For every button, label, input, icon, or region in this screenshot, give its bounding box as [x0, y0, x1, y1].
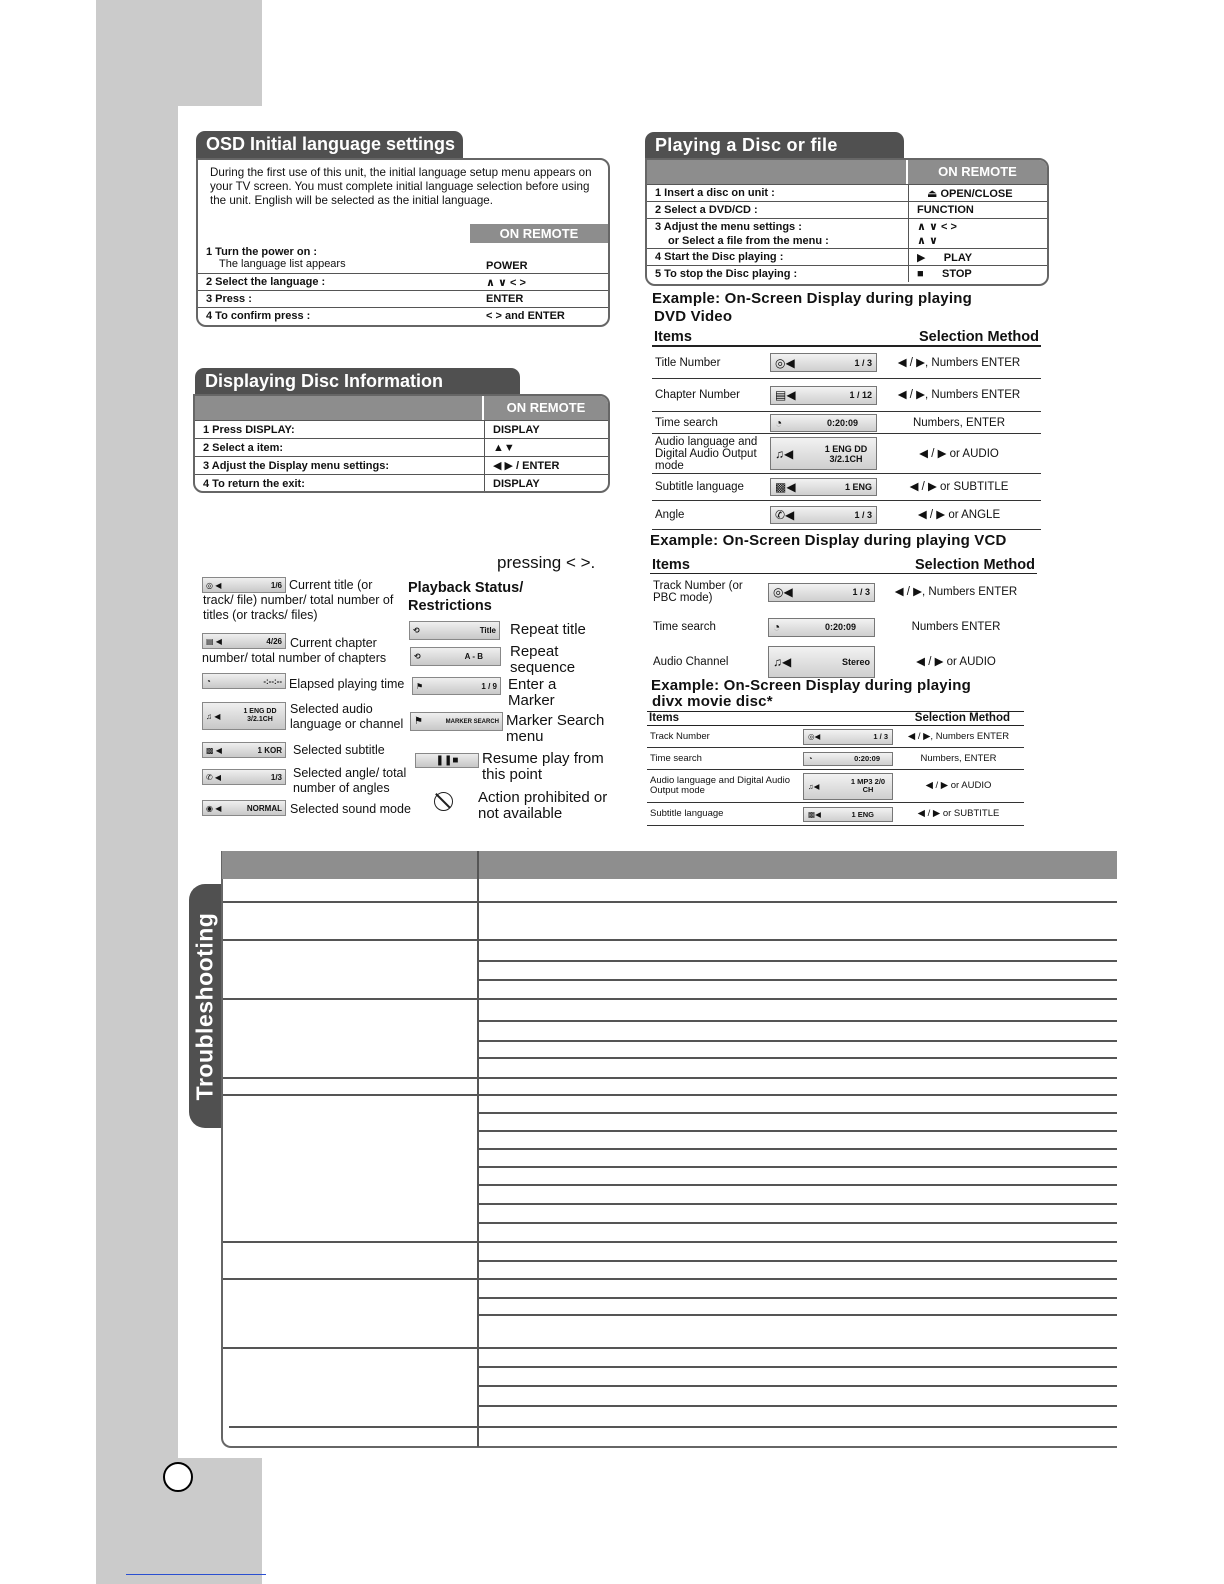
disc-step-2-label: 2 Select a item: — [195, 439, 485, 456]
legend-subtitle-osd — [202, 742, 286, 758]
playing-step-1-label: 1 Insert a disc on unit : — [647, 185, 909, 201]
vcd-row-1-osd: 1 / 3 — [852, 587, 870, 597]
dvd-row-3-item: Time search — [655, 416, 718, 429]
dvd-row-audio — [652, 434, 1041, 474]
prohibited-text: Action prohibited or not available — [478, 789, 608, 822]
dvd-row-3-osd: 0:20:09 — [826, 417, 858, 428]
vcd-row-2-method: Numbers ENTER — [911, 621, 1001, 633]
speaker-icon: ♫◀ — [808, 781, 820, 791]
legend-subtitle-value: 1 KOR — [257, 745, 282, 755]
legend-angle-osd — [202, 769, 286, 785]
marker-icon: ⚑ — [414, 716, 423, 727]
divx-row-2-item: Time search — [650, 752, 702, 764]
marker-search-text: Marker Search menu — [506, 712, 605, 745]
osd-language-remote-header: ON REMOTE — [470, 224, 608, 243]
marker-osd — [412, 677, 501, 695]
ts-subrow-divider — [479, 1405, 1117, 1407]
dvd-row-5-osd: 1 ENG — [844, 482, 872, 492]
playing-step-4 — [647, 248, 1047, 265]
divx-row-3-item: Audio language and Digital Audio Output mode — [650, 775, 790, 796]
playback-status-title: Playback Status/ Restrictions — [408, 580, 524, 614]
osd-step-2-remote: ∧ ∨ < > — [486, 276, 526, 289]
ts-subrow-divider — [479, 1297, 1117, 1299]
dvd-col-method: Selection Method — [918, 329, 1039, 345]
playing-step-1-remote: ⏏ OPEN/CLOSE — [927, 187, 1013, 200]
resume-icon: ❚❚■ — [415, 753, 479, 768]
legend-audio-value: 1 ENG DD 3/2.1CH — [243, 708, 277, 723]
vcd-col-method: Selection Method — [914, 557, 1035, 573]
ts-row-divider — [223, 939, 1117, 941]
prohibited-icon — [434, 792, 453, 811]
dvd-row-5-item: Subtitle language — [655, 481, 744, 493]
speaker-icon: ♫◀ — [773, 655, 792, 669]
ts-subrow-divider — [479, 1184, 1117, 1186]
vcd-example-title: Example: On-Screen Display during playing VCD — [650, 532, 1007, 549]
dvd-row-time — [652, 412, 1041, 434]
ts-subrow-divider — [479, 1314, 1117, 1316]
ts-subrow-divider — [479, 1385, 1117, 1387]
divx-row-2-method: Numbers, ENTER — [920, 752, 997, 764]
disc-step-3-label: 3 Adjust the Display menu settings: — [195, 457, 485, 474]
osd-language-step-4 — [198, 307, 608, 324]
playing-remote-header: ON REMOTE — [906, 160, 1047, 184]
ts-row-divider — [223, 901, 1117, 903]
troubleshooting-title-text: Troubleshooting — [191, 912, 218, 1100]
troubleshooting-header-row — [222, 851, 1117, 879]
subtitle-icon: ▩◀ — [775, 480, 796, 494]
divx-row-1-method: ◀ / ▶, Numbers ENTER — [907, 730, 1010, 742]
divx-col-method: Selection Method — [914, 712, 1010, 724]
ts-subrow-divider — [479, 1366, 1117, 1368]
marker-search-value: MARKER SEARCH — [445, 718, 499, 725]
playing-step-5 — [647, 265, 1047, 282]
playing-step-3-label: 3 Adjust the menu settings : — [655, 221, 802, 233]
ts-subrow-divider — [479, 1040, 1117, 1042]
osd-step-4-label: 4 To confirm press : — [206, 310, 311, 322]
dvd-row-4-item: Audio language and Digital Audio Output mode — [655, 435, 758, 472]
repeat-title-value: Title — [479, 626, 496, 635]
ts-subrow-divider — [479, 1166, 1117, 1168]
ts-subrow-divider — [479, 1057, 1117, 1059]
repeat-sequence-text: Repeat sequence — [510, 643, 576, 676]
legend-audio-text: Selected audio language or channel — [290, 702, 404, 731]
dvd-example-title-2: DVD Video — [654, 308, 733, 325]
divx-row-2-osd: 0:20:09 — [854, 754, 880, 763]
legend-sound-value: NORMAL — [246, 803, 282, 813]
repeat-title-osd — [409, 621, 500, 640]
playing-step-3-remote-sub: ∧ ∨ — [917, 234, 938, 247]
dvd-row-2-item: Chapter Number — [655, 389, 741, 401]
legend-chapter-value: 4/26 — [266, 636, 282, 646]
ts-subrow-divider — [479, 979, 1117, 981]
vcd-row-time — [650, 610, 1037, 644]
playing-step-1 — [647, 184, 1047, 201]
disc-step-1-remote: DISPLAY — [493, 423, 540, 436]
divx-row-1-osd: 1 / 3 — [873, 732, 888, 741]
film-icon: ▤ ◀ — [206, 636, 222, 646]
osd-language-step-3 — [198, 290, 608, 307]
disc-step-3-remote: ◀ ▶ / ENTER — [493, 460, 560, 472]
playing-step-3-remote: ∧ ∨ < > — [917, 220, 957, 233]
vcd-row-3-osd: Stereo — [841, 657, 870, 667]
playing-step-4-remote: ▶ PLAY — [917, 251, 973, 264]
divx-row-subtitle — [647, 803, 1024, 826]
vcd-row-1-item: Track Number (or PBC mode) — [653, 580, 743, 604]
divx-row-time — [647, 748, 1024, 770]
ts-row-divider — [223, 998, 1117, 1000]
film-icon: ▤◀ — [775, 388, 796, 402]
speaker-icon: ♫◀ — [775, 446, 794, 461]
divx-example-title-2: divx movie disc* — [652, 693, 773, 710]
dvd-row-6-method: ◀ / ▶ or ANGLE — [917, 509, 1001, 521]
troubleshooting-title — [189, 884, 221, 1128]
divx-row-3-osd: 1 MP3 2/0 CH — [850, 777, 886, 794]
dvd-row-1-osd: 1 / 3 — [854, 357, 872, 368]
legend-title-text: Current title (or track/ file) number/ total number of titles (or tracks/ files) — [203, 578, 394, 622]
divx-row-3-method: ◀ / ▶ or AUDIO — [925, 780, 992, 791]
ts-subrow-divider — [479, 1130, 1117, 1132]
clock-icon: ◔ — [775, 415, 783, 430]
vcd-row-3-method: ◀ / ▶ or AUDIO — [916, 656, 996, 668]
sidebar-band — [96, 106, 178, 1584]
playing-disc-title: Playing a Disc or file — [645, 132, 904, 159]
disc-icon: ◎◀ — [773, 585, 793, 599]
divx-row-audio — [647, 770, 1024, 803]
ts-subrow-divider — [479, 1260, 1117, 1262]
playing-step-4-label: 4 Start the Disc playing : — [647, 249, 909, 265]
repeat-title-text: Repeat title — [510, 621, 586, 638]
playing-step-3-sub: or Select a file from the menu : — [668, 235, 829, 247]
disc-info-title: Displaying Disc Information — [195, 368, 520, 395]
enter-marker-text: Enter a Marker — [508, 676, 557, 709]
ts-subrow-divider — [479, 1112, 1117, 1114]
dvd-row-5-method: ◀ / ▶ or SUBTITLE — [909, 481, 1009, 493]
dvd-row-3-method: Numbers, ENTER — [912, 416, 1006, 429]
ts-subrow-divider — [479, 1203, 1117, 1205]
divx-example-title-1: Example: On-Screen Display during playing — [651, 677, 971, 694]
ts-row-divider — [223, 1077, 1117, 1079]
vcd-row-2-osd: 0:20:09 — [824, 622, 856, 632]
playing-step-2-label: 2 Select a DVD/CD : — [647, 202, 909, 218]
legend-time-osd — [202, 673, 286, 689]
repeat-ab-value: A - B — [464, 652, 483, 661]
divx-row-1-item: Track Number — [650, 730, 710, 742]
divx-row-track — [647, 726, 1024, 748]
ts-subrow-divider — [479, 1148, 1117, 1150]
legend-subtitle-text: Selected subtitle — [293, 743, 385, 757]
osd-language-box — [196, 158, 610, 327]
disc-step-4-remote: DISPLAY — [493, 477, 540, 490]
marker-icon: ⚑ — [416, 681, 424, 691]
dvd-row-chapter — [652, 379, 1041, 412]
vcd-row-audio — [650, 644, 1037, 680]
disc-step-2-remote: ▲▼ — [493, 441, 515, 454]
legend-chapter-text: Current chapter number/ total number of chapters — [202, 636, 387, 665]
disc-step-1-label: 1 Press DISPLAY: — [195, 421, 485, 438]
vcd-row-1-method: ◀ / ▶, Numbers ENTER — [894, 586, 1018, 598]
playing-step-3 — [647, 218, 1047, 248]
disc-info-step-2 — [195, 438, 608, 456]
dvd-col-items: Items — [654, 329, 692, 345]
disc-icon: ◎ ◀ — [206, 580, 222, 590]
divx-col-items: Items — [649, 712, 680, 724]
legend-audio-osd — [202, 702, 286, 730]
camera-icon: ✆◀ — [775, 508, 795, 522]
camera-icon: ✆ ◀ — [206, 772, 222, 782]
osd-step-4-remote: < > and ENTER — [486, 310, 565, 322]
marker-value: 1 / 9 — [481, 681, 497, 691]
dvd-row-4-method: ◀ / ▶ or AUDIO — [919, 447, 999, 460]
playing-step-5-remote: ■ STOP — [917, 268, 972, 280]
subtitle-icon: ▩ ◀ — [206, 745, 222, 755]
sidebar-band-top — [96, 0, 262, 106]
vcd-example-table — [650, 557, 1037, 680]
osd-step-3-remote: ENTER — [486, 293, 524, 305]
disc-icon: ◎◀ — [775, 355, 795, 370]
disc-step-4-label: 4 To return the exit: — [195, 475, 485, 492]
clock-icon: ◔ — [206, 676, 211, 686]
playing-disc-box — [645, 158, 1049, 286]
disc-icon: ◎◀ — [808, 732, 821, 741]
repeat-ab-osd — [410, 647, 501, 666]
ts-row-divider — [223, 1347, 1117, 1349]
osd-language-title: OSD Initial language settings — [196, 131, 463, 159]
dvd-row-6-item: Angle — [655, 509, 685, 521]
pressing-note: pressing < >. — [497, 553, 596, 572]
disc-info-step-3 — [195, 456, 608, 474]
ts-row-divider — [223, 1241, 1117, 1243]
speaker-icon: ♫ ◀ — [206, 711, 221, 721]
clock-icon: ◔ — [808, 754, 813, 763]
repeat-icon: ⟲ — [414, 652, 421, 661]
dvd-row-1-method: ◀ / ▶, Numbers ENTER — [897, 356, 1021, 369]
resume-text: Resume play from this point — [482, 750, 604, 783]
dvd-row-2-method: ◀ / ▶, Numbers ENTER — [897, 389, 1021, 401]
dvd-example-table — [652, 329, 1041, 530]
divx-example-table — [647, 711, 1024, 826]
osd-step-1-remote: POWER — [486, 260, 528, 272]
ts-subrow-divider — [479, 1020, 1117, 1022]
dvd-row-subtitle — [652, 474, 1041, 501]
osd-language-step-1 — [198, 243, 608, 273]
dvd-row-title — [652, 347, 1041, 379]
sound-mode-icon: ◉ ◀ — [206, 803, 222, 813]
ts-subrow-divider — [479, 1222, 1117, 1224]
playing-step-2-remote: FUNCTION — [917, 204, 974, 216]
dvd-row-angle — [652, 501, 1041, 530]
ts-row-divider — [229, 1426, 1117, 1428]
vcd-col-items: Items — [652, 557, 690, 573]
legend-angle-value: 1/3 — [270, 772, 282, 782]
vcd-row-3-item: Audio Channel — [653, 656, 729, 668]
troubleshooting-table — [221, 851, 1117, 1448]
osd-step-2-label: 2 Select the language : — [206, 276, 326, 288]
footer-link-underline — [126, 1574, 266, 1575]
osd-step-1-label: 1 Turn the power on : — [206, 246, 318, 258]
legend-time-value: -:--:-- — [263, 676, 282, 686]
legend-angle-text: Selected angle/ total number of angles — [293, 766, 407, 795]
dvd-row-6-osd: 1 / 3 — [854, 510, 872, 520]
marker-search-osd — [410, 712, 503, 731]
disc-info-box — [193, 394, 610, 493]
playing-step-2 — [647, 201, 1047, 218]
dvd-row-1-item: Title Number — [655, 356, 721, 369]
page-number-circle — [163, 1462, 193, 1492]
ts-row-divider — [223, 1278, 1117, 1280]
vcd-row-track — [650, 574, 1037, 610]
subtitle-icon: ▩◀ — [808, 809, 821, 819]
dvd-row-4-osd: 1 ENG DD 3/2.1CH — [824, 443, 868, 464]
divx-row-4-item: Subtitle language — [650, 808, 724, 819]
divx-row-4-osd: 1 ENG — [851, 809, 874, 819]
osd-language-intro: During the first use of this unit, the initial language setup menu appears on your TV screen. You must complete initial language selection before using the unit. English will be selected as the initial language. — [210, 166, 592, 207]
playing-step-5-label: 5 To stop the Disc playing : — [647, 266, 909, 282]
dvd-example-title-1: Example: On-Screen Display during playing — [652, 290, 972, 307]
vcd-row-2-item: Time search — [653, 621, 716, 633]
clock-icon: ◔ — [773, 620, 781, 634]
dvd-row-2-osd: 1 / 12 — [849, 390, 872, 400]
legend-time-text: Elapsed playing time — [289, 677, 405, 691]
osd-language-step-2 — [198, 273, 608, 290]
repeat-icon: ⟲ — [413, 626, 420, 635]
disc-info-step-4 — [195, 474, 608, 492]
disc-info-step-1 — [195, 420, 608, 438]
legend-title-value: 1/6 — [270, 580, 282, 590]
ts-row-divider — [223, 1094, 1117, 1096]
disc-info-remote-header: ON REMOTE — [482, 396, 608, 420]
ts-subrow-divider — [479, 960, 1117, 962]
legend-sound-text: Selected sound mode — [290, 802, 411, 816]
divx-row-4-method: ◀ / ▶ or SUBTITLE — [917, 808, 1000, 819]
osd-step-1-sub: The language list appears — [219, 258, 346, 270]
osd-step-3-label: 3 Press : — [206, 293, 252, 305]
legend-sound-osd — [202, 800, 286, 816]
